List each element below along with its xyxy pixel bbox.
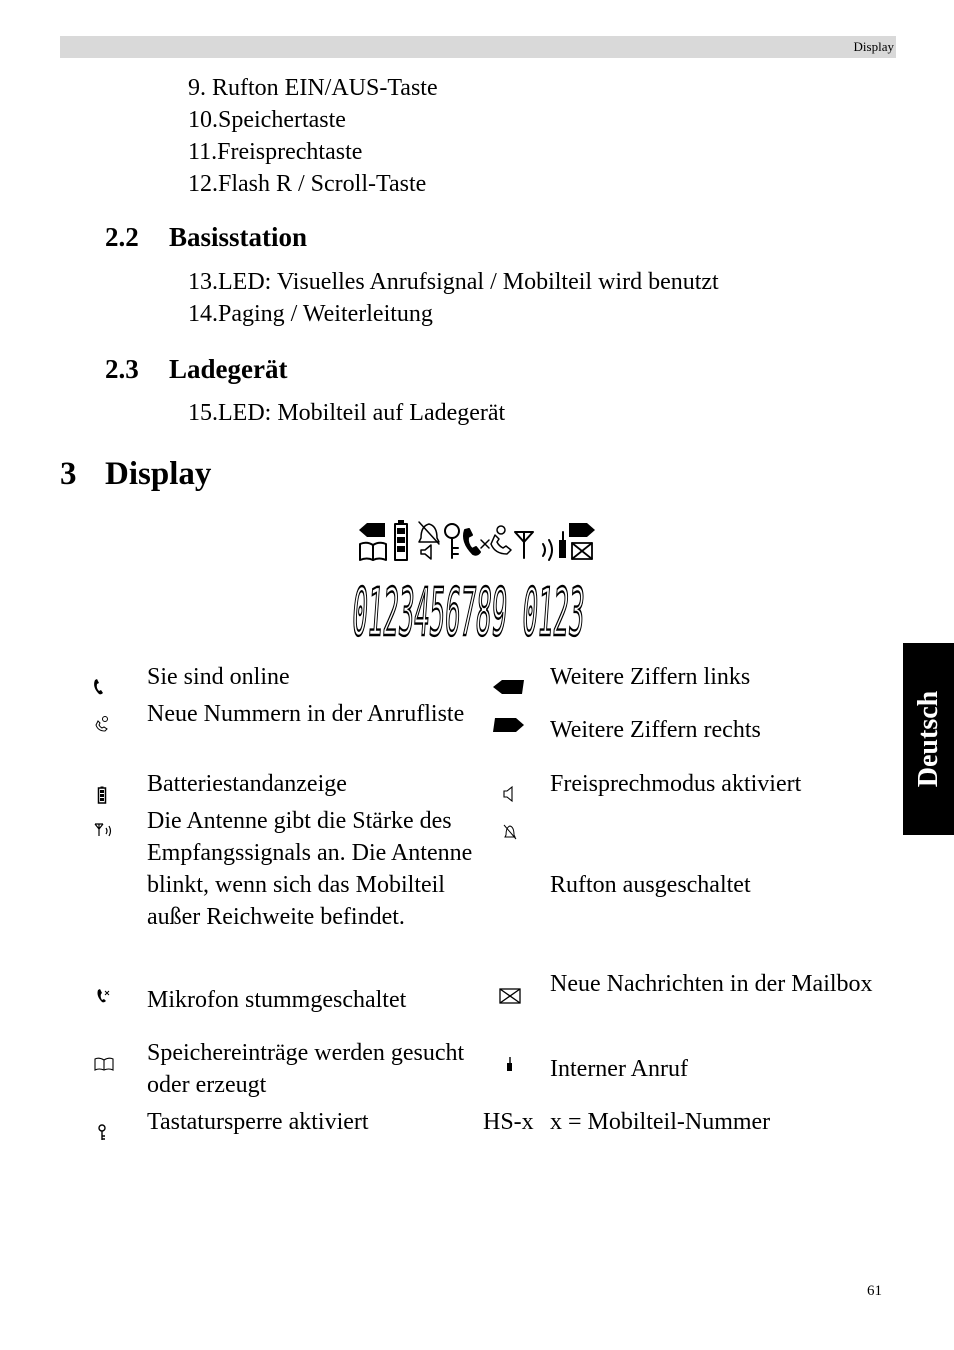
section-number: 2.2 (105, 222, 139, 252)
list-item: 10.Speichertaste (188, 107, 346, 133)
page-number: 61 (867, 1283, 882, 1299)
language-tab (903, 643, 954, 835)
legend-text-new-numbers: Neue Nummern in der Anrufliste (147, 701, 465, 727)
legend-text-digits-right: Weitere Ziffern rechts (550, 717, 761, 743)
key-icon (97, 1124, 107, 1147)
antenna-icon (94, 822, 112, 843)
section-number: 2.3 (105, 354, 139, 384)
envelope-icon (572, 543, 592, 559)
charger-list (188, 397, 505, 429)
book-icon (94, 1056, 114, 1077)
legend-text-handsfree: Freisprechmodus aktiviert (550, 771, 802, 797)
signal-icon (543, 540, 552, 560)
mute-icon (481, 540, 489, 548)
list-item: 11.Freisprechtaste (188, 139, 363, 165)
speaker-icon (421, 545, 431, 559)
list-item: 15.LED: Mobilteil auf Ladegerät (188, 400, 506, 426)
lcd-display-illustration (349, 518, 952, 651)
arrow-left-icon (493, 680, 525, 699)
new-call-icon (94, 715, 110, 738)
intercom-icon (506, 1056, 514, 1077)
legend-text-battery: Batteriestandanzeige (147, 771, 347, 797)
legend-text-digits-left: Weitere Ziffern links (550, 664, 751, 690)
section-title: Basisstation (169, 222, 308, 252)
legend-text-keylock: Tastatursperre aktiviert (147, 1109, 369, 1135)
arrow-right-icon (493, 718, 525, 737)
legend-text-mute: Mikrofon stummgeschaltet (147, 987, 407, 1013)
chapter-heading-display (60, 456, 211, 493)
book-icon (360, 543, 386, 560)
legend-text-handset-number: x = Mobilteil-Nummer (550, 1109, 771, 1135)
phone-icon (92, 678, 106, 701)
legend-text-mailbox: Neue Nachrichten in der Mailbox (550, 971, 873, 997)
legend-text-ringer-off: Rufton ausgeschaltet (550, 872, 751, 898)
list-item: 13.LED: Visuelles Anrufsignal / Mobilteil wird benutzt (188, 269, 719, 295)
arrow-right-icon (569, 523, 595, 537)
hsx-label: HS-x (483, 1109, 534, 1135)
envelope-icon (499, 988, 521, 1009)
battery-icon (395, 520, 407, 560)
list-item: 12.Flash R / Scroll-Taste (188, 171, 427, 197)
speaker-icon (503, 786, 517, 807)
base-station-list (188, 266, 719, 330)
arrow-left-icon (359, 523, 385, 537)
chapter-number: 3 (60, 456, 77, 492)
list-item: 14.Paging / Weiterleitung (188, 301, 433, 327)
list-item: 9. Rufton EIN/AUS-Taste (188, 75, 438, 101)
lcd-digits: 0123456789 0123 (349, 574, 952, 651)
intercom-icon (559, 532, 566, 558)
new-call-icon (491, 526, 511, 554)
key-icon (445, 524, 459, 558)
language-tab-label: Deutsch (912, 690, 944, 788)
legend-text-intercom: Interner Anruf (550, 1056, 688, 1082)
chapter-title: Display (105, 456, 212, 492)
section-title: Ladegerät (169, 354, 288, 384)
bell-off-icon (419, 522, 439, 544)
legend-text-antenna: Die Antenne gibt die Stärke des Empfangssignals an. Die Antenne blinkt, wenn sich das Mobilteil außer Reichweite befindet. (147, 808, 473, 930)
header-bar (60, 36, 896, 58)
legend-text-online: Sie sind online (147, 664, 290, 690)
handset-key-list (188, 72, 438, 200)
section-heading-basisstation (105, 222, 307, 253)
bell-off-icon (503, 824, 517, 845)
header-title: Display (853, 39, 894, 54)
mute-icon (96, 988, 110, 1011)
legend-text-phonebook: Speichereinträge werden gesucht oder erzeugt (147, 1040, 465, 1098)
section-heading-ladegeraet (105, 354, 287, 385)
antenna-icon (515, 532, 533, 558)
phone-icon (464, 529, 480, 555)
battery-icon (97, 786, 107, 809)
